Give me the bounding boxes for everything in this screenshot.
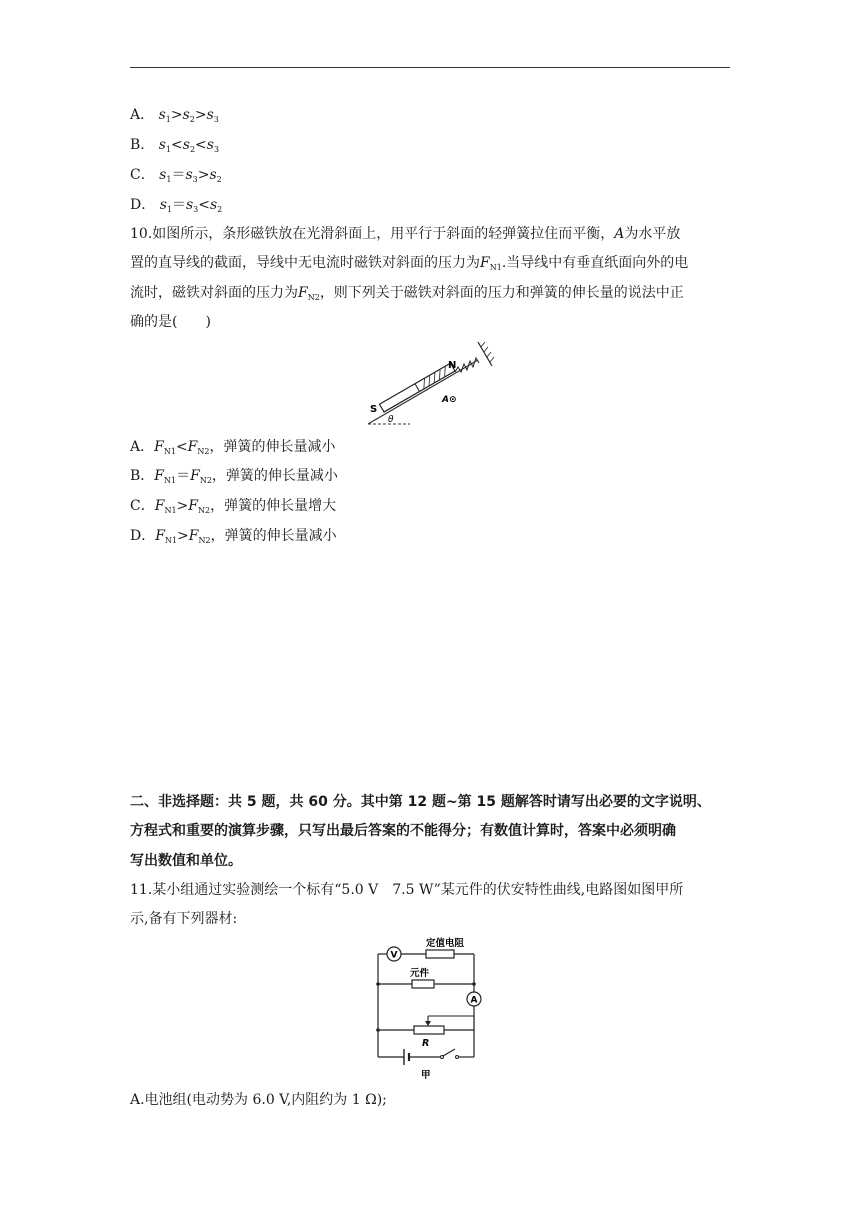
voltmeter-label: V xyxy=(390,950,398,961)
switch-icon xyxy=(443,1049,455,1056)
label-n: N xyxy=(448,360,457,371)
q10-magnet-figure xyxy=(360,330,500,430)
q9-option-d: D． $s_1=s_3<s_2$ xyxy=(130,197,223,214)
ammeter-label: A xyxy=(470,995,478,1006)
q10-option-a: A．$F_{N1}<F_{N2}$，弹簧的伸长量减小 xyxy=(130,439,336,456)
q9-option-b: B． $s_1<s_2<s_3$ xyxy=(130,137,220,154)
q11-stem-line1: 11.某小组通过实验测绘一个标有“5.0 V 7.5 W”某元件的伏安特性曲线,电路图如图甲所 xyxy=(130,882,684,898)
label-s: S xyxy=(370,404,378,415)
fixed-resistor-label: 定值电阻 xyxy=(426,938,465,949)
spring xyxy=(455,358,479,372)
rheostat-label: R xyxy=(422,1038,430,1049)
element-resistor xyxy=(412,980,434,988)
q9-option-c: C． $s_1=s_3>s_2$ xyxy=(130,167,222,184)
q10-option-c: C．$F_{N1}>F_{N2}$，弹簧的伸长量增大 xyxy=(130,498,337,515)
circuit-caption: 甲 xyxy=(421,1070,431,1081)
q10-option-b: B．$F_{N1}=F_{N2}$，弹簧的伸长量减小 xyxy=(130,468,338,485)
q10-option-d: D．$F_{N1}>F_{N2}$，弹簧的伸长量减小 xyxy=(130,528,337,545)
section2-line1: 二、非选择题：共 5 题，共 60 分。其中第 12 题~第 15 题解答时请写出必要的文字说明、 xyxy=(130,794,711,810)
slider-arrow-icon xyxy=(425,1021,431,1026)
header-rule xyxy=(130,67,730,68)
q10-stem-line3: 流时，磁铁对斜面的压力为$F_{N2}$，则下列关于磁铁对斜面的压力和弹簧的伸长量的说法中正 xyxy=(130,285,684,302)
q11-item-a: A.电池组(电动势为 6.0 V,内阻约为 1 Ω); xyxy=(130,1092,387,1108)
element-label: 元件 xyxy=(410,968,430,979)
q9-option-a: A． $s_1>s_2>s_3$ xyxy=(130,107,219,124)
section2-line3: 写出数值和单位。 xyxy=(130,853,242,869)
q11-stem-line2: 示,备有下列器材: xyxy=(130,911,238,927)
q10-stem-line2: 置的直导线的截面，导线中无电流时磁铁对斜面的压力为$F_{N1}$.当导线中有垂直纸面向外的电 xyxy=(130,255,689,272)
q10-stem-line1: 10.如图所示，条形磁铁放在光滑斜面上，用平行于斜面的轻弹簧拉住而平衡，A为水平放 xyxy=(130,226,681,242)
fixed-resistor xyxy=(426,950,454,958)
label-a: A⊙ xyxy=(442,395,457,405)
label-theta: θ xyxy=(388,415,394,425)
q10-stem-line4: 确的是( ) xyxy=(130,314,211,330)
rheostat xyxy=(414,1026,444,1034)
section2-line2: 方程式和重要的演算步骤，只写出最后答案的不能得分；有数值计算时，答案中必须明确 xyxy=(130,823,676,839)
q11-circuit-diagram xyxy=(370,932,495,1082)
